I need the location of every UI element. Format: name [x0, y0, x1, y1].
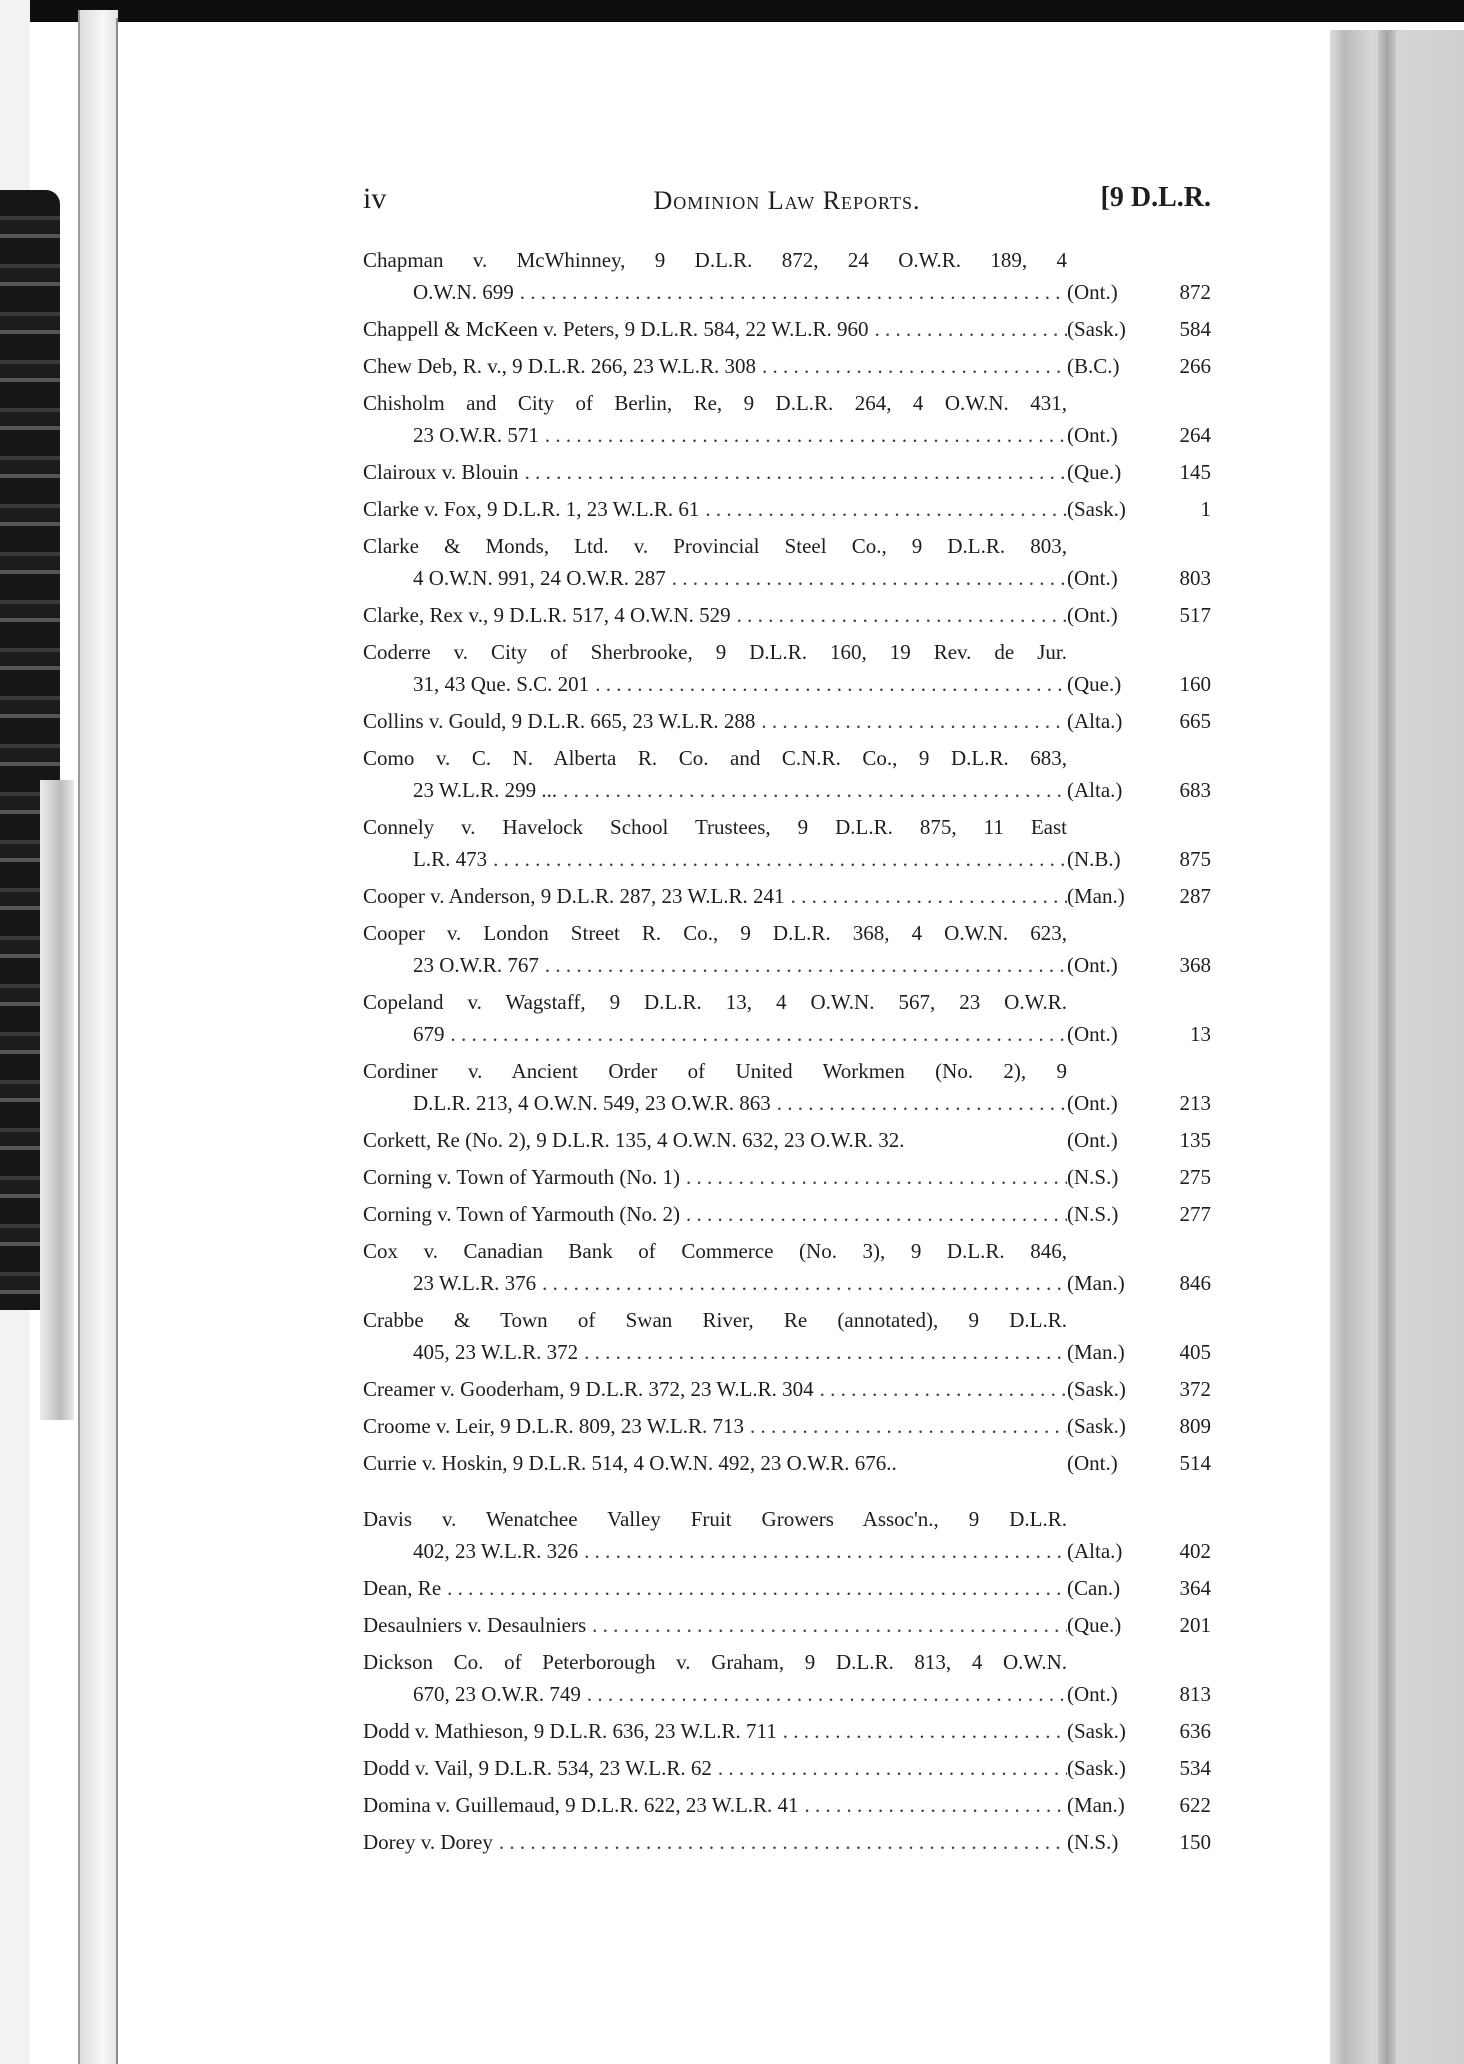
- case-entry: [363, 1715, 1211, 1747]
- court-abbreviation: (Ont.): [1067, 1022, 1118, 1046]
- case-citation-last-line: [363, 1678, 1211, 1710]
- case-citation-text: Corning v. Town of Yarmouth (No. 2): [363, 1202, 681, 1226]
- dot-leader: [680, 1198, 1067, 1230]
- case-citation-text: Creamer v. Gooderham, 9 D.L.R. 372, 23 W.L.R. 304: [363, 1377, 814, 1401]
- case-citation-last-line: [363, 1087, 1211, 1119]
- case-citation-text: Chappell & McKeen v. Peters, 9 D.L.R. 584, 22 W.L.R. 960: [363, 317, 869, 341]
- case-citation-last-line: [363, 1410, 1211, 1442]
- case-citation-line: Copeland v. Wagstaff, 9 D.L.R. 13, 4 O.W.N. 567, 23 O.W.R.: [363, 990, 1067, 1014]
- court-abbreviation: (Alta.): [1067, 1539, 1123, 1563]
- case-citation-line: Davis v. Wenatchee Valley Fruit Growers Assoc'n., 9 D.L.R.: [363, 1507, 1067, 1531]
- case-entry: [363, 244, 1211, 308]
- dot-leader: [519, 456, 1067, 488]
- case-citation-text: Dodd v. Vail, 9 D.L.R. 534, 23 W.L.R. 62: [363, 1756, 712, 1780]
- report-page-number: 160: [1179, 672, 1211, 696]
- report-page-number: 622: [1179, 1793, 1211, 1817]
- case-citation-line: Cooper v. London Street R. Co., 9 D.L.R. 368, 4 O.W.N. 623,: [363, 921, 1067, 945]
- dot-leader: [536, 1267, 1067, 1299]
- case-citation-last-line: [363, 313, 1211, 345]
- report-page-number: 201: [1179, 1613, 1211, 1637]
- case-citation-text: Clarke, Rex v., 9 D.L.R. 517, 4 O.W.N. 529: [363, 603, 731, 627]
- case-citation-text: Chew Deb, R. v., 9 D.L.R. 266, 23 W.L.R. 308: [363, 354, 756, 378]
- case-entry: [363, 1503, 1211, 1567]
- report-page-number: 665: [1179, 709, 1211, 733]
- case-citation-line: Coderre v. City of Sherbrooke, 9 D.L.R. 160, 19 Rev. de Jur.: [363, 640, 1067, 664]
- case-citation-text: Corkett, Re (No. 2), 9 D.L.R. 135, 4 O.W.N. 632, 23 O.W.R. 32.: [363, 1128, 905, 1152]
- case-citation-last-line: [363, 1572, 1211, 1604]
- report-page-number: 636: [1179, 1719, 1211, 1743]
- case-citation-last-line: [363, 1267, 1211, 1299]
- case-index-list: [363, 244, 1211, 1863]
- report-page-number: 872: [1179, 280, 1211, 304]
- case-citation-last-line: [363, 1161, 1211, 1193]
- case-citation-line: Clarke & Monds, Ltd. v. Provincial Steel Co., 9 D.L.R. 803,: [363, 534, 1067, 558]
- court-abbreviation: (Ont.): [1067, 566, 1118, 590]
- court-abbreviation: (Sask.): [1067, 497, 1126, 521]
- court-abbreviation: (N.B.): [1067, 847, 1121, 871]
- case-citation-last-line: [363, 1826, 1211, 1858]
- case-entry: [363, 599, 1211, 631]
- case-citation-last-line: [363, 880, 1211, 912]
- report-page-number: 514: [1179, 1451, 1211, 1475]
- case-entry: [363, 1304, 1211, 1368]
- case-citation-line: Chapman v. McWhinney, 9 D.L.R. 872, 24 O.W.R. 189, 4: [363, 248, 1067, 272]
- report-page-number: 803: [1179, 566, 1211, 590]
- case-entry: [363, 493, 1211, 525]
- court-abbreviation: (Man.): [1067, 884, 1125, 908]
- report-page-number: 266: [1179, 354, 1211, 378]
- page-right-edge: [1378, 30, 1396, 2064]
- case-citation-text: Desaulniers v. Desaulniers: [363, 1613, 587, 1637]
- case-citation-line: Como v. C. N. Alberta R. Co. and C.N.R. Co., 9 D.L.R. 683,: [363, 746, 1067, 770]
- case-entry: [363, 387, 1211, 451]
- page-gutter: [78, 10, 118, 2064]
- case-citation-text: Dodd v. Mathieson, 9 D.L.R. 636, 23 W.L.R. 711: [363, 1719, 777, 1743]
- dot-leader: [777, 1715, 1067, 1747]
- court-abbreviation: (Sask.): [1067, 1756, 1126, 1780]
- case-citation-text: Clarke v. Fox, 9 D.L.R. 1, 23 W.L.R. 61: [363, 497, 700, 521]
- dot-leader: [712, 1752, 1067, 1784]
- case-entry: [363, 742, 1211, 806]
- case-citation-line: Dickson Co. of Peterborough v. Graham, 9 D.L.R. 813, 4 O.W.N.: [363, 1650, 1067, 1674]
- case-citation-text: 23 O.W.R. 767: [413, 953, 539, 977]
- court-abbreviation: (Man.): [1067, 1793, 1125, 1817]
- case-citation-last-line: [363, 668, 1211, 700]
- dot-leader: [680, 1161, 1067, 1193]
- report-page-number: 813: [1179, 1682, 1211, 1706]
- dot-leader: [539, 949, 1067, 981]
- case-citation-last-line: [363, 1447, 1211, 1479]
- case-citation-last-line: [363, 456, 1211, 488]
- case-entry: [363, 636, 1211, 700]
- dot-leader: [586, 1609, 1067, 1641]
- dot-leader: [699, 493, 1067, 525]
- dot-leader: [578, 1535, 1067, 1567]
- case-entry: [363, 811, 1211, 875]
- case-citation-text: 23 W.L.R. 299 ...: [413, 778, 558, 802]
- case-citation-last-line: [363, 1752, 1211, 1784]
- case-entry: [363, 1124, 1211, 1156]
- report-page-number: 809: [1179, 1414, 1211, 1438]
- case-citation-last-line: [363, 1715, 1211, 1747]
- page-left-edge: [116, 18, 118, 2064]
- court-abbreviation: (N.S.): [1067, 1202, 1119, 1226]
- case-citation-line: Crabbe & Town of Swan River, Re (annotated), 9 D.L.R.: [363, 1308, 1067, 1332]
- dot-leader: [514, 276, 1067, 308]
- case-entry: [363, 880, 1211, 912]
- dot-leader: [771, 1087, 1067, 1119]
- case-citation-last-line: [363, 1535, 1211, 1567]
- case-citation-text: 23 W.L.R. 376: [413, 1271, 537, 1295]
- dot-leader: [814, 1373, 1067, 1405]
- case-entry: [363, 1410, 1211, 1442]
- report-page-number: 368: [1179, 953, 1211, 977]
- report-page-number: 213: [1179, 1091, 1211, 1115]
- case-citation-text: Corning v. Town of Yarmouth (No. 1): [363, 1165, 681, 1189]
- case-citation-last-line: [363, 419, 1211, 451]
- dot-leader: [441, 1572, 1067, 1604]
- dot-leader: [445, 1018, 1068, 1050]
- court-abbreviation: (Man.): [1067, 1340, 1125, 1364]
- case-entry: [363, 1572, 1211, 1604]
- dot-leader: [666, 562, 1067, 594]
- case-citation-text: L.R. 473: [413, 847, 488, 871]
- court-abbreviation: (Ont.): [1067, 423, 1118, 447]
- case-entry: [363, 1373, 1211, 1405]
- case-citation-line: Cox v. Canadian Bank of Commerce (No. 3), 9 D.L.R. 846,: [363, 1239, 1067, 1263]
- court-abbreviation: (Ont.): [1067, 1682, 1118, 1706]
- case-entry: [363, 1752, 1211, 1784]
- court-abbreviation: (Ont.): [1067, 953, 1118, 977]
- court-abbreviation: (Que.): [1067, 672, 1122, 696]
- case-citation-text: Croome v. Leir, 9 D.L.R. 809, 23 W.L.R. 713: [363, 1414, 745, 1438]
- case-citation-last-line: [363, 1609, 1211, 1641]
- case-citation-last-line: [363, 1789, 1211, 1821]
- case-citation-text: 402, 23 W.L.R. 326: [413, 1539, 579, 1563]
- case-citation-text: Dean, Re: [363, 1576, 442, 1600]
- court-abbreviation: (Sask.): [1067, 1377, 1126, 1401]
- case-citation-last-line: [363, 1198, 1211, 1230]
- page-number: iv: [363, 182, 387, 215]
- case-entry: [363, 1235, 1211, 1299]
- report-page-number: 534: [1179, 1756, 1211, 1780]
- report-page-number: 846: [1179, 1271, 1211, 1295]
- running-header: [363, 182, 1211, 228]
- case-citation-last-line: [363, 1018, 1211, 1050]
- court-abbreviation: (N.S.): [1067, 1165, 1119, 1189]
- dot-leader: [578, 1336, 1067, 1368]
- page-right-shadow: [1330, 30, 1464, 2064]
- case-citation-text: 31, 43 Que. S.C. 201: [413, 672, 590, 696]
- case-citation-line: Cordiner v. Ancient Order of United Workmen (No. 2), 9: [363, 1059, 1067, 1083]
- case-citation-text: Collins v. Gould, 9 D.L.R. 665, 23 W.L.R. 288: [363, 709, 756, 733]
- case-entry: [363, 1826, 1211, 1858]
- report-page-number: 275: [1179, 1165, 1211, 1189]
- running-title: Dominion Law Reports.: [653, 186, 921, 215]
- dot-leader: [756, 350, 1067, 382]
- case-citation-text: 4 O.W.N. 991, 24 O.W.R. 287: [413, 566, 666, 590]
- report-page-number: 402: [1179, 1539, 1211, 1563]
- case-entry: [363, 1646, 1211, 1710]
- case-citation-text: Dorey v. Dorey: [363, 1830, 493, 1854]
- case-citation-line: Chisholm and City of Berlin, Re, 9 D.L.R. 264, 4 O.W.N. 431,: [363, 391, 1067, 415]
- report-page-number: 1: [1200, 497, 1211, 521]
- dot-leader: [589, 668, 1067, 700]
- scan-top-border: [0, 0, 1464, 22]
- dot-leader: [869, 313, 1067, 345]
- report-page-number: 405: [1179, 1340, 1211, 1364]
- report-page-number: 277: [1179, 1202, 1211, 1226]
- case-citation-line: Connely v. Havelock School Trustees, 9 D.L.R. 875, 11 East: [363, 815, 1067, 839]
- report-page-number: 13: [1190, 1022, 1211, 1046]
- case-entry: [363, 456, 1211, 488]
- case-citation-text: Cooper v. Anderson, 9 D.L.R. 287, 23 W.L.R. 241: [363, 884, 785, 908]
- dot-leader: [785, 880, 1067, 912]
- court-abbreviation: (Ont.): [1067, 1091, 1118, 1115]
- binding-tab: [40, 780, 74, 1420]
- case-citation-last-line: [363, 562, 1211, 594]
- case-entry: [363, 1609, 1211, 1641]
- court-abbreviation: (Sask.): [1067, 1719, 1126, 1743]
- case-citation-text: Currie v. Hoskin, 9 D.L.R. 514, 4 O.W.N. 492, 23 O.W.R. 676..: [363, 1451, 897, 1475]
- case-entry: [363, 1161, 1211, 1193]
- case-entry: [363, 1198, 1211, 1230]
- case-entry: [363, 1789, 1211, 1821]
- case-citation-last-line: [363, 705, 1211, 737]
- case-citation-text: D.L.R. 213, 4 O.W.N. 549, 23 O.W.R. 863: [413, 1091, 771, 1115]
- case-citation-last-line: [363, 276, 1211, 308]
- dot-leader: [557, 774, 1067, 806]
- case-citation-text: 23 O.W.R. 571: [413, 423, 539, 447]
- dot-leader: [731, 599, 1067, 631]
- court-abbreviation: (Sask.): [1067, 317, 1126, 341]
- court-abbreviation: (B.C.): [1067, 354, 1120, 378]
- case-citation-text: Clairoux v. Blouin: [363, 460, 519, 484]
- report-page-number: 145: [1179, 460, 1211, 484]
- case-citation-last-line: [363, 1373, 1211, 1405]
- report-page-number: 287: [1179, 884, 1211, 908]
- case-citation-last-line: [363, 774, 1211, 806]
- case-citation-last-line: [363, 843, 1211, 875]
- dot-leader: [799, 1789, 1067, 1821]
- case-citation-last-line: [363, 1336, 1211, 1368]
- report-page-number: 517: [1179, 603, 1211, 627]
- case-entry: [363, 1055, 1211, 1119]
- report-page-number: 264: [1179, 423, 1211, 447]
- report-page-number: 364: [1179, 1576, 1211, 1600]
- court-abbreviation: (Alta.): [1067, 778, 1123, 802]
- court-abbreviation: (Ont.): [1067, 1451, 1118, 1475]
- court-abbreviation: (Ont.): [1067, 603, 1118, 627]
- dot-leader: [539, 419, 1067, 451]
- court-abbreviation: (Que.): [1067, 1613, 1122, 1637]
- case-citation-text: 670, 23 O.W.R. 749: [413, 1682, 581, 1706]
- case-entry: [363, 705, 1211, 737]
- case-citation-last-line: [363, 493, 1211, 525]
- case-entry: [363, 313, 1211, 345]
- court-abbreviation: (Can.): [1067, 1576, 1121, 1600]
- dot-leader: [755, 705, 1067, 737]
- case-citation-text: Domina v. Guillemaud, 9 D.L.R. 622, 23 W.L.R. 41: [363, 1793, 799, 1817]
- case-citation-last-line: [363, 949, 1211, 981]
- case-entry: [363, 530, 1211, 594]
- case-citation-last-line: [363, 599, 1211, 631]
- court-abbreviation: (Ont.): [1067, 1128, 1118, 1152]
- court-abbreviation: (Alta.): [1067, 709, 1123, 733]
- report-page-number: 875: [1179, 847, 1211, 871]
- case-entry: [363, 917, 1211, 981]
- case-entry: [363, 350, 1211, 382]
- dot-leader: [493, 1826, 1067, 1858]
- case-entry: [363, 1447, 1211, 1479]
- court-abbreviation: (N.S.): [1067, 1830, 1119, 1854]
- court-abbreviation: (Ont.): [1067, 280, 1118, 304]
- report-page-number: 372: [1179, 1377, 1211, 1401]
- report-page-number: 683: [1179, 778, 1211, 802]
- case-entry: [363, 986, 1211, 1050]
- dot-leader: [581, 1678, 1067, 1710]
- case-citation-text: O.W.N. 699: [413, 280, 514, 304]
- report-page-number: 135: [1179, 1128, 1211, 1152]
- report-page-number: 150: [1179, 1830, 1211, 1854]
- case-citation-last-line: [363, 350, 1211, 382]
- case-citation-text: 405, 23 W.L.R. 372: [413, 1340, 579, 1364]
- case-citation-last-line: [363, 1124, 1211, 1156]
- dot-leader: [744, 1410, 1067, 1442]
- court-abbreviation: (Man.): [1067, 1271, 1125, 1295]
- report-page-number: 584: [1179, 317, 1211, 341]
- case-citation-text: 679: [413, 1022, 445, 1046]
- volume-reference: [9 D.L.R.: [1100, 182, 1211, 213]
- court-abbreviation: (Que.): [1067, 460, 1122, 484]
- dot-leader: [487, 843, 1067, 875]
- court-abbreviation: (Sask.): [1067, 1414, 1126, 1438]
